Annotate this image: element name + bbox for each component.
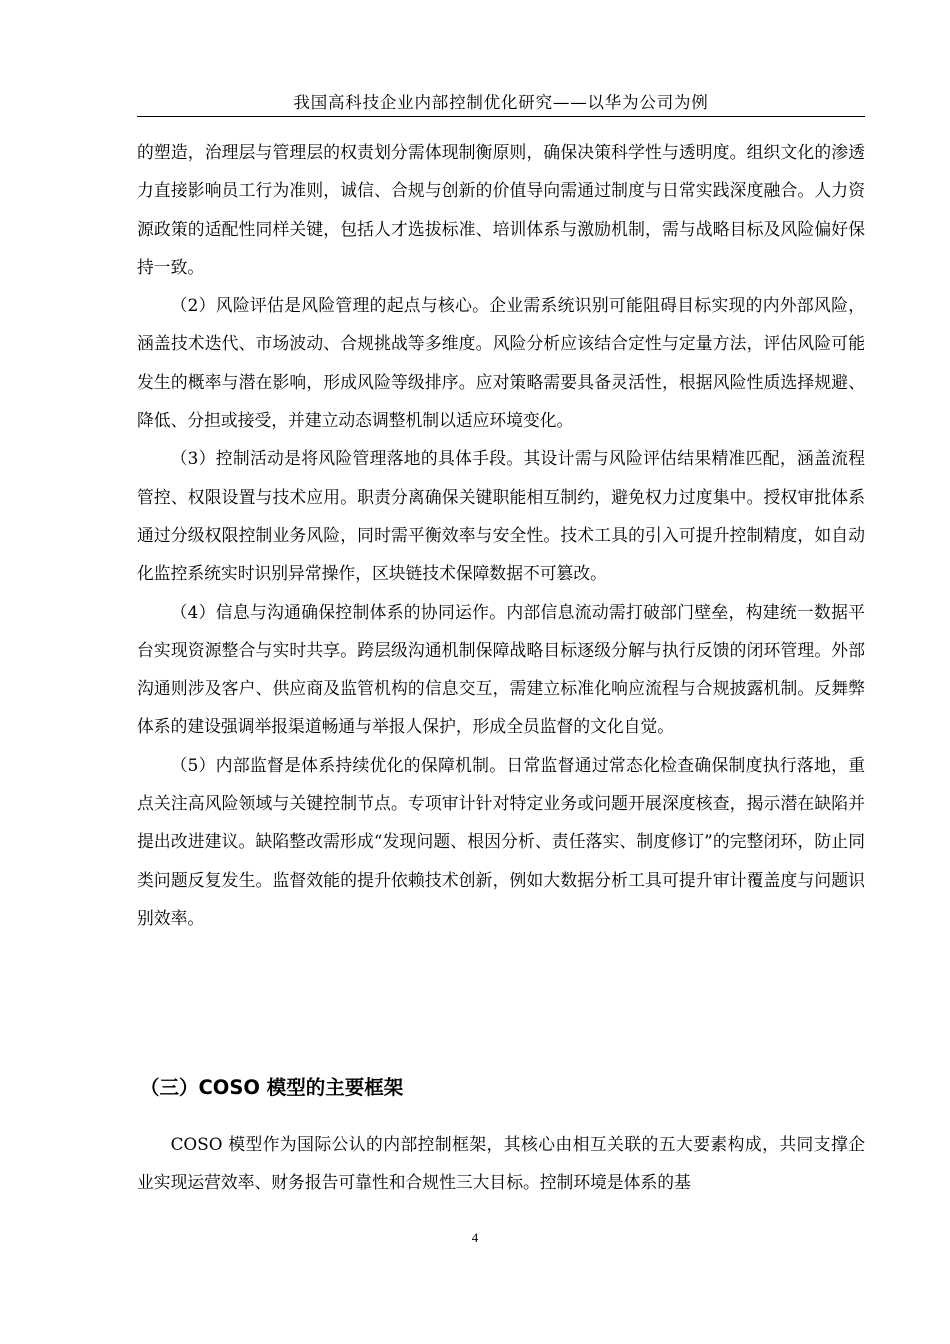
running-header: 我国高科技企业内部控制优化研究——以华为公司为例 (137, 90, 865, 117)
paragraph-coso-intro: COSO 模型作为国际公认的内部控制框架，其核心由相互关联的五大要素构成，共同支撑企业实现运营效率、财务报告可靠性和合规性三大目标。控制环境是体系的基 (137, 1134, 865, 1192)
body-text (137, 133, 865, 937)
page-number: 4 (471, 1230, 479, 1245)
paragraph-risk-assessment: （2）风险评估是风险管理的起点与核心。企业需系统识别可能阻碍目标实现的内外部风险，涵盖技术迭代、市场波动、合规挑战等多维度。风险分析应该结合定性与定量方法，评估风险可能发生的概率与潜在影响，形成风险等级排序。应对策略需要具备灵活性，根据风险性质选择规避、降低、分担或接受，并建立动态调整机制以适应环境变化。 (137, 295, 865, 431)
section-body (137, 1125, 865, 1201)
paragraph-internal-monitoring: （5）内部监督是体系持续优化的保障机制。日常监督通过常态化检查确保制度执行落地，重点关注高风险领域与关键控制节点。专项审计针对特定业务或问题开展深度核查，揭示潜在缺陷并提出改进建议。缺陷整改需形成“发现问题、根因分析、责任落实、制度修订”的完整闭环，防止同类问题反复发生。监督效能的提升依赖技术创新，例如大数据分析工具可提升审计覆盖度与问题识别效率。 (137, 754, 865, 928)
paragraph-information-communication: （4）信息与沟通确保控制体系的协同运作。内部信息流动需打破部门壁垒，构建统一数据平台实现资源整合与实时共享。跨层级沟通机制保障战略目标逐级分解与执行反馈的闭环管理。外部沟通则涉及客户、供应商及监管机构的信息交互，需建立标准化响应流程与合规披露机制。反舞弊体系的建设强调举报渠道畅通与举报人保护，形成全员监督的文化自觉。 (137, 601, 865, 737)
paragraph-control-environment-continued: 的塑造，治理层与管理层的权责划分需体现制衡原则，确保决策科学性与透明度。组织文化的渗透力直接影响员工行为准则，诚信、合规与创新的价值导向需通过制度与日常实践深度融合。人力资源政策的适配性同样关键，包括人才选拔标准、培训体系与激励机制，需与战略目标及风险偏好保持一致。 (137, 142, 865, 277)
section-heading: （三）COSO 模型的主要框架 (140, 1076, 404, 1099)
paragraph-control-activities: （3）控制活动是将风险管理落地的具体手段。其设计需与风险评估结果精准匹配，涵盖流程管控、权限设置与技术应用。职责分离确保关键职能相互制约，避免权力过度集中。授权审批体系通过分级权限控制业务风险，同时需平衡效率与安全性。技术工具的引入可提升控制精度，如自动化监控系统实时识别异常操作，区块链技术保障数据不可篡改。 (137, 448, 865, 584)
